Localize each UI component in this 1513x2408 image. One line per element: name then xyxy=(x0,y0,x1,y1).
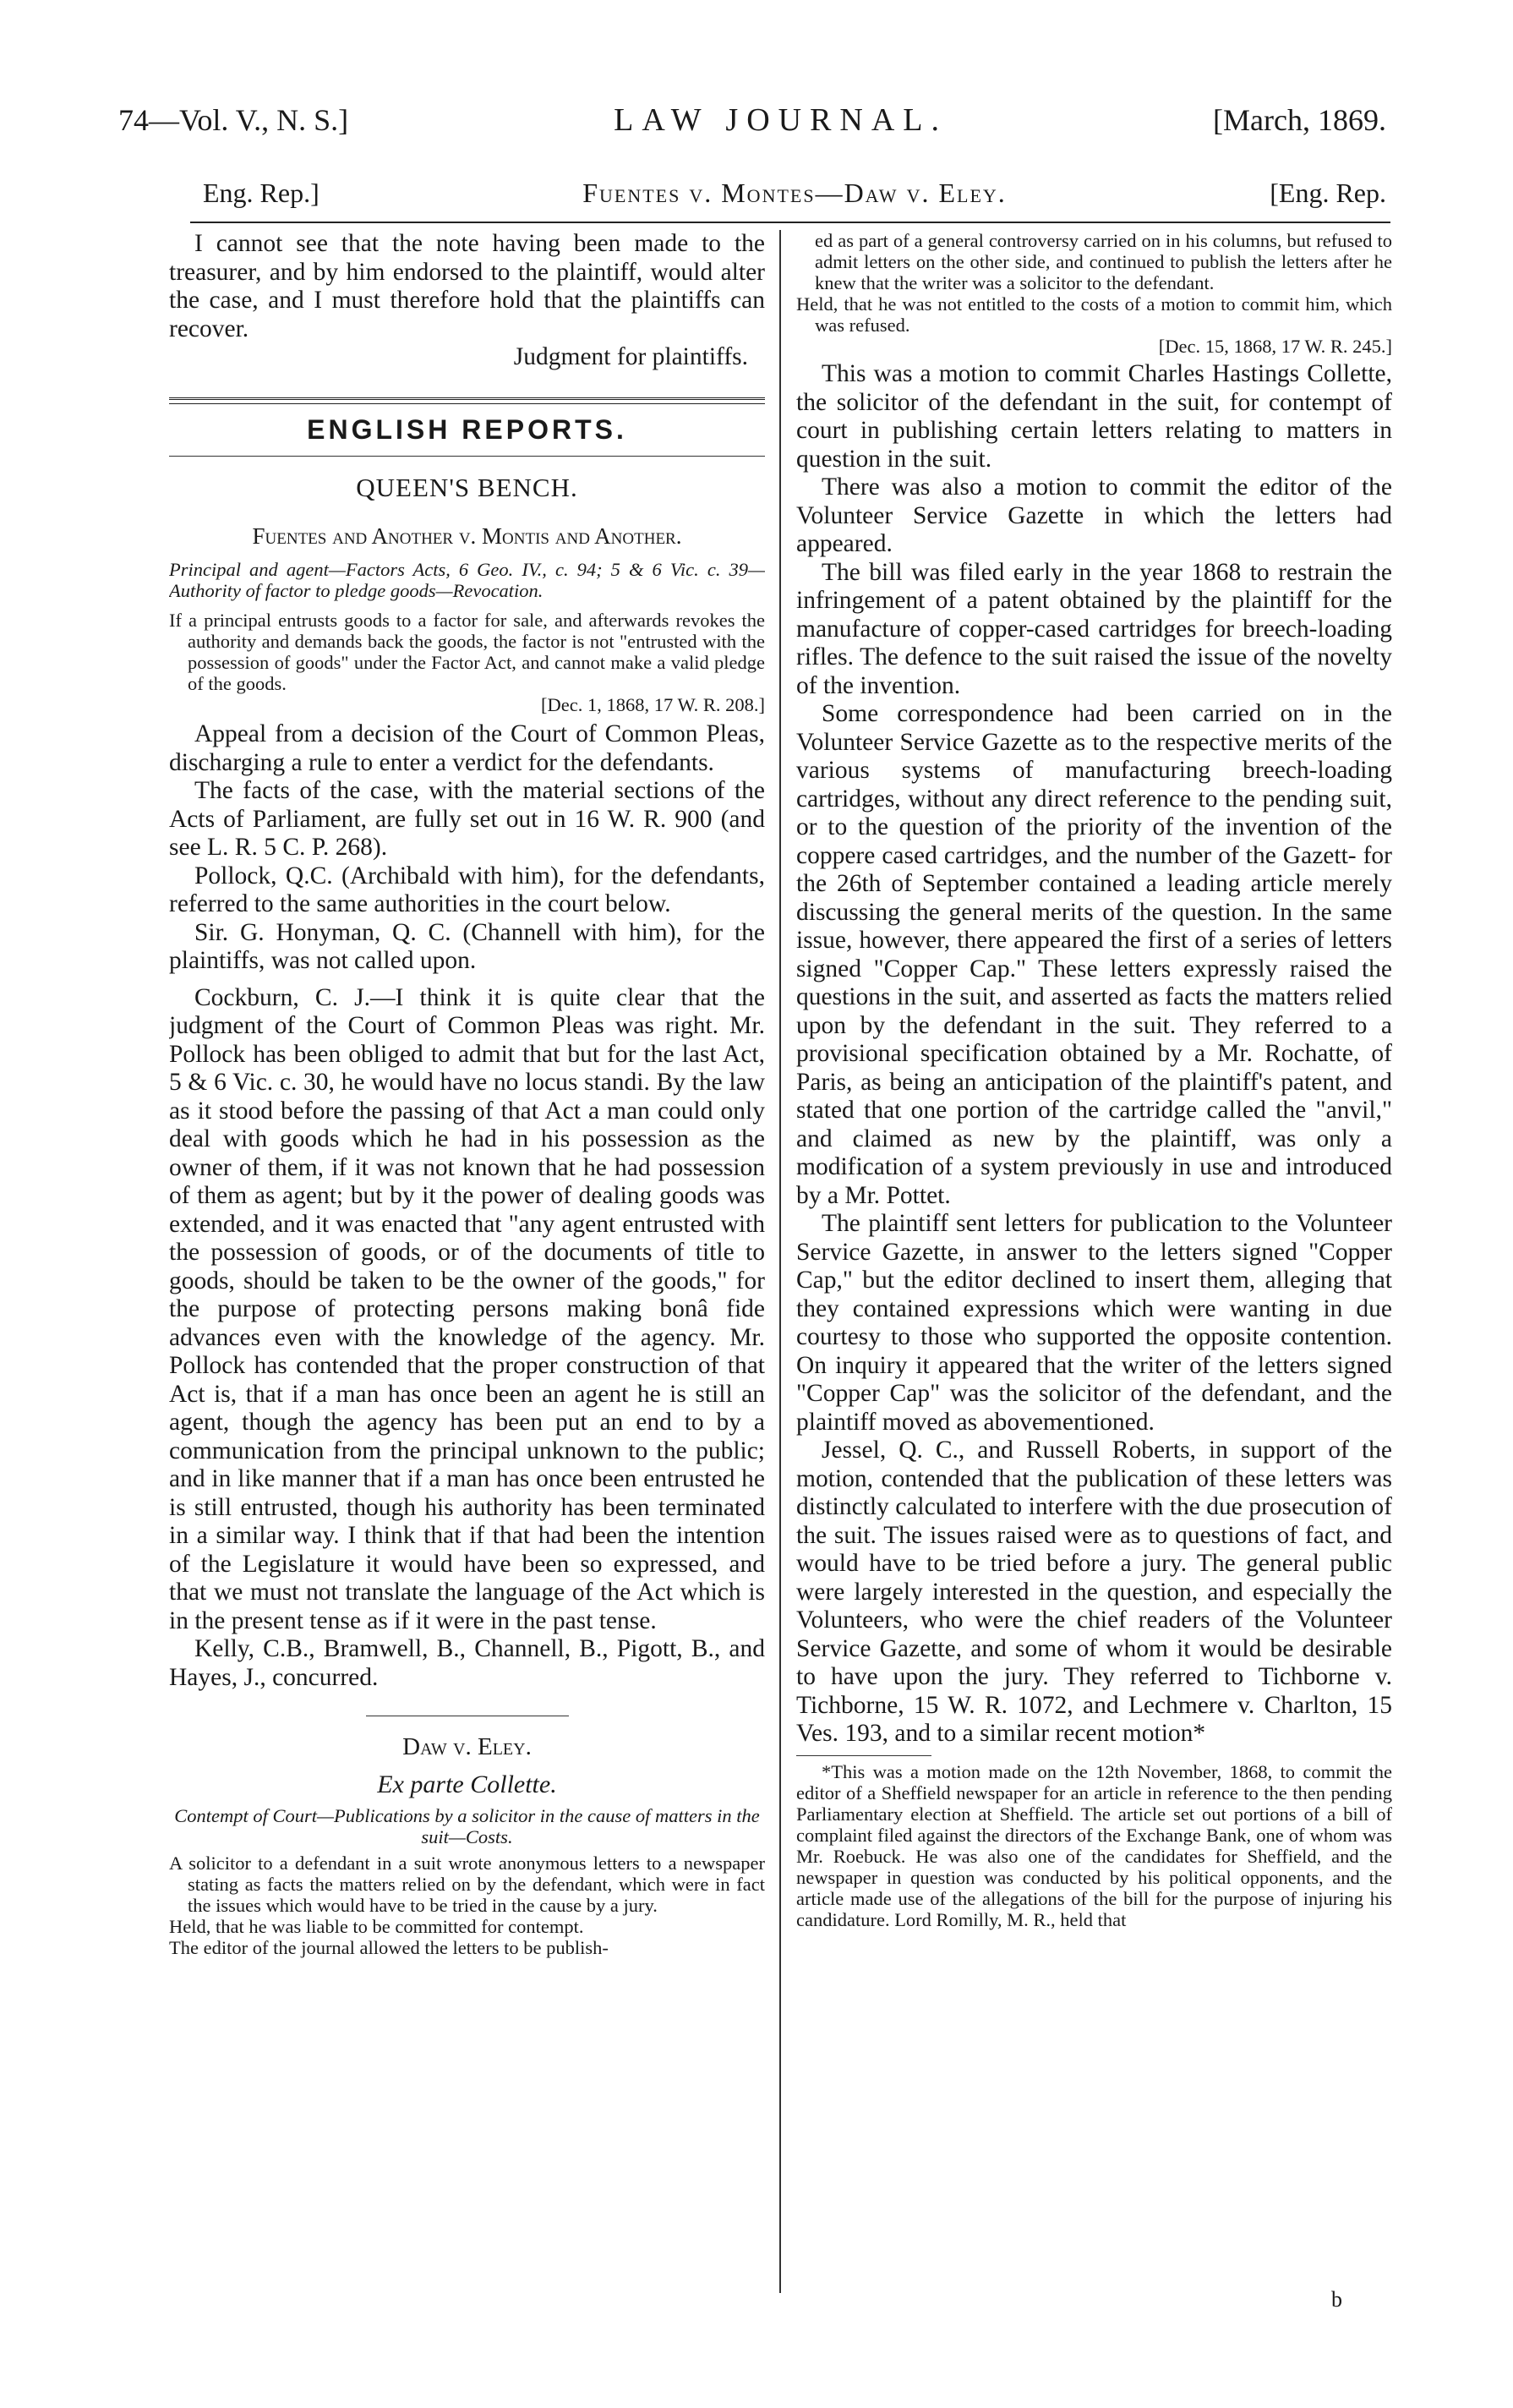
section-rule xyxy=(169,397,765,404)
case-headnote: A solicitor to a defendant in a suit wrote anonymous letters to a newspaper stating as facts the matters relied on by the defendant, which were in fact the issues which would have to be tried in the cause by a jury. xyxy=(169,1853,765,1916)
header-journal-title: LAW JOURNAL. xyxy=(614,102,948,138)
case-citation: [Dec. 1, 1868, 17 W. R. 208.] xyxy=(541,694,765,715)
case-headnote: Held, that he was not entitled to the costs of a motion to commit him, which was refused. xyxy=(796,293,1392,336)
case-paragraph: Appeal from a decision of the Court of Common Pleas, discharging a rule to enter a verdict for the defendants. xyxy=(169,720,765,776)
carry-over-paragraph: I cannot see that the note having been made to the treasurer, and by him endorsed to the plaintiff, would alter the case, and I must therefore hold that the plaintiffs can recover. xyxy=(169,230,765,342)
case-headnote: ed as part of a general controversy carried on in his columns, but refused to admit letters on the other side, and continued to publish the letters after he knew that the writer was a solicitor to the defendant. xyxy=(815,230,1392,293)
column-divider xyxy=(779,230,781,2293)
case-citation: [Dec. 15, 1868, 17 W. R. 245.] xyxy=(1158,336,1392,357)
section-rule-thin xyxy=(169,456,765,457)
ex-parte-line: Ex parte Collette. xyxy=(377,1770,557,1798)
page-mark: b xyxy=(1331,2287,1342,2312)
left-column xyxy=(169,230,765,2293)
case-title: Fuentes and Another v. Montis and Another. xyxy=(252,523,682,549)
concurrence: Kelly, C.B., Bramwell, B., Channell, B., Pigott, B., and Hayes, J., concurred. xyxy=(169,1635,765,1691)
case-headnote: If a principal entrusts goods to a factor for sale, and afterwards revokes the authority and demands back the goods, the factor is not "entrusted with the possession of goods" under the Factor Act, and cannot make a valid pledge of the goods. xyxy=(169,610,765,694)
footnote-rule xyxy=(796,1755,931,1756)
case-subject: Contempt of Court—Publications by a solicitor in the cause of matters in the suit—Costs. xyxy=(174,1805,760,1847)
header-rule xyxy=(190,222,1390,223)
judgment-opinion: Cockburn, C. J.—I think it is quite clear that the judgment of the Court of Common Pleas was right. Mr. Pollock has been obliged to admit that but for the last Act, 5 & 6 Vic. c. 30, he would have no locus standi. By the law as it stood before the passing of that Act a man could only deal with goods which he had in his possession as the owner of them, if it was not known that he had possession of them as agent; but by it the power of dealing goods was extended, and it was enacted that "any agent entrusted with the possession of goods, or of the documents of title to goods, should be taken to be the owner of the goods," for the purpose of protecting persons making bonâ fide advances even with the knowledge of the agency. Mr. Pollock has contended that the proper construction of that Act is, that if a man has once been an agent he is still an agent, though the agency has been put an end to by a communication from the principal unknown to the public; and in like manner that if a man has once been entrusted he is still entrusted, though his authority has been terminated in a similar way. I think that if that had been the intention of the Legislature it would have been so expressed, and that we must not translate the language of the Act which is in the present tense as if it were in the past tense. xyxy=(169,983,765,1634)
subheader-left: Eng. Rep.] xyxy=(203,178,320,208)
case-paragraph: There was also a motion to commit the editor of the Volunteer Service Gazette in which the letters had appeared. xyxy=(796,473,1392,557)
header-date: [March, 1869. xyxy=(1213,103,1386,137)
section-header xyxy=(203,178,1386,209)
case-paragraph: Jessel, Q. C., and Russell Roberts, in support of the motion, contended that the publication of these letters was distinctly calculated to interfere with the due prosecution of the suit. The issues raised were as to questions of fact, and would have to be tried before a jury. The general public were largely interested in the question, and especially the Volunteers, who were the chief readers of the Volunteer Service Gazette, and some of whom it would be desirable to have upon the jury. They referred to Tichborne v. Tichborne, 15 W. R. 1072, and Lechmere v. Charlton, 15 Ves. 193, and to a similar recent motion* xyxy=(796,1437,1392,1747)
case-paragraph: Sir. G. Honyman, Q. C. (Channell with him), for the plaintiffs, was not called upon. xyxy=(169,918,765,974)
case-subject: Principal and agent—Factors Acts, 6 Geo. IV., c. 94; 5 & 6 Vic. c. 39—Authority of factor to pledge goods—Revocation. xyxy=(169,559,765,601)
case-paragraph: Some correspondence had been carried on in the Volunteer Service Gazette as to the respective merits of the various systems of manufacturing breech-loading cartridges, without any direct reference to the pending suit, or to the question of the priority of the invention of the coppere cased cartridges, and the number of the Gazett- for the 26th of September contained a leading article merely discussing the general merits of the question. In the same issue, however, there appeared the first of a series of letters signed "Copper Cap." These letters expressly raised the questions in the suit, and asserted as facts the matters relied upon by the defendant in the suit. They referred to a provisional specification obtained by a Mr. Rochatte, of Paris, as being an anticipation of the plaintiff's patent, and stated that one portion of the cartridge called the "anvil," and claimed as new by the plaintiff, was only a modification of a system previously in use and introduced by a Mr. Pottet. xyxy=(796,700,1392,1209)
footnote: *This was a motion made on the 12th November, 1868, to commit the editor of a Sheffield newspaper for an article in reference to the then pending Parliamentary election at Sheffield. The article set out portions of a bill of complaint filed against the directors of the Exchange Bank, one of whom was Mr. Roebuck. He was also one of the candidates for Sheffield, and the newspaper in question was conducted by his political opponents, and the article made use of the allegations of the bill for the purpose of injuring his candidature. Lord Romilly, M. R., held that xyxy=(796,1760,1392,1930)
case-title: Daw v. Eley. xyxy=(402,1733,532,1760)
case-paragraph: Pollock, Q.C. (Archibald with him), for the defendants, referred to the same authorities in the court below. xyxy=(169,862,765,917)
right-column xyxy=(796,230,1392,2293)
subheader-case-names: Fuentes v. Montes—Daw v. Eley. xyxy=(582,178,1007,208)
header-volume: 74—Vol. V., N. S.] xyxy=(118,103,349,137)
case-paragraph: The plaintiff sent letters for publication to the Volunteer Service Gazette, in answer to the letters signed "Copper Cap," but the editor declined to insert them, alleging that they contained expressions which were wanting in due courtesy to those who supported the opposite contention. On inquiry it appeared that the writer of the letters signed "Copper Cap" was the solicitor of the defendant, and the plaintiff moved as abovementioned. xyxy=(796,1210,1392,1436)
case-paragraph: This was a motion to commit Charles Hastings Collette, the solicitor of the defendant in the suit, for contempt of court in publishing certain letters relating to matters in question in the suit. xyxy=(796,360,1392,473)
judgment-line: Judgment for plaintiffs. xyxy=(513,343,748,370)
case-paragraph: The bill was filed early in the year 1868 to restrain the infringement of a patent obtained by the plaintiff for the manufacture of copper-cased cartridges for breech-loading rifles. The defence to the suit raised the issue of the novelty of the invention. xyxy=(796,558,1392,699)
section-title: ENGLISH REPORTS. xyxy=(307,413,627,445)
subheader-right: [Eng. Rep. xyxy=(1270,178,1386,208)
case-paragraph: The facts of the case, with the material sections of the Acts of Parliament, are fully set out in 16 W. R. 900 (and see L. R. 5 C. P. 268). xyxy=(169,777,765,861)
court-title: QUEEN'S BENCH. xyxy=(356,473,578,502)
case-headnote: Held, that he was liable to be committed for contempt. xyxy=(169,1916,584,1937)
case-headnote: The editor of the journal allowed the letters to be publish- xyxy=(169,1937,609,1958)
running-header xyxy=(118,101,1386,139)
